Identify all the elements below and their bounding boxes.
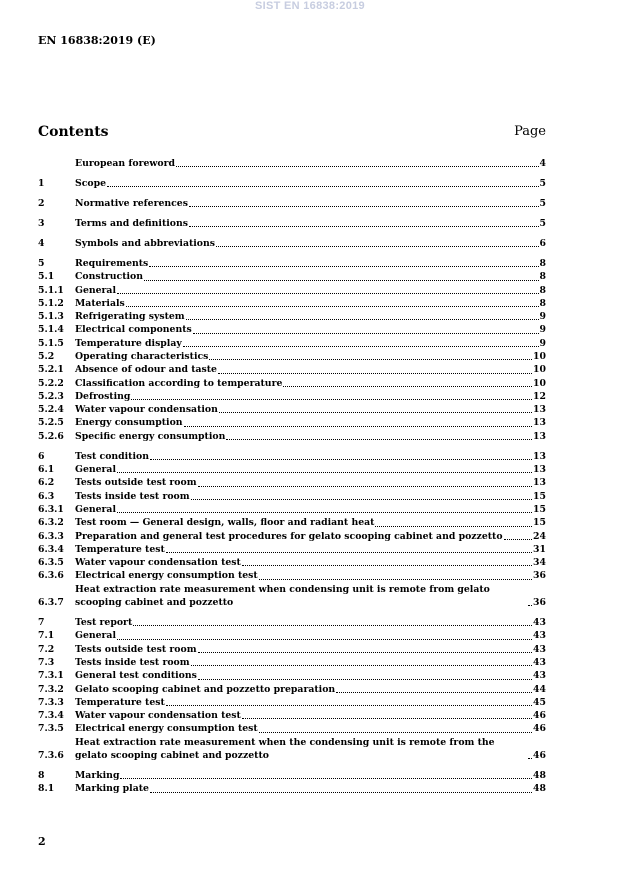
dot-leader xyxy=(117,472,532,473)
toc-entry-number: 7.3.1 xyxy=(38,670,64,682)
toc-entry-page: 48 xyxy=(533,769,546,781)
toc-entry-number: 5.2.5 xyxy=(38,417,64,429)
toc-entry-title: General xyxy=(75,503,116,515)
toc-entry-number: 2 xyxy=(38,197,45,209)
table-of-contents xyxy=(38,157,546,796)
toc-entry-title: Heat extraction rate measurement when condensing unit is remote from gelato scooping cabinet and pozzetto xyxy=(75,583,490,609)
dot-leader xyxy=(218,373,532,374)
toc-entry-title: General xyxy=(75,284,116,296)
dot-leader xyxy=(107,186,539,187)
dot-leader xyxy=(183,346,539,347)
toc-entry-page: 15 xyxy=(533,517,546,529)
toc-entry[interactable] xyxy=(38,177,546,190)
toc-entry-page: 8 xyxy=(539,271,546,283)
toc-entry-number: 5.2.2 xyxy=(38,377,64,389)
toc-entry-page: 44 xyxy=(533,683,546,695)
toc-entry-number: 5.2.6 xyxy=(38,430,64,442)
toc-entry-title: Temperature test xyxy=(75,696,165,708)
toc-entry-page: 13 xyxy=(533,430,546,442)
toc-entry-title: Test room — General design, walls, floor and radiant heat xyxy=(75,517,375,529)
toc-entry-title: Classification according to temperature xyxy=(75,377,283,389)
toc-entry-page: 5 xyxy=(539,217,546,229)
toc-entry-number: 5.2.4 xyxy=(38,404,64,416)
toc-entry-number: 5.2.3 xyxy=(38,390,64,402)
toc-entry-title: Water vapour condensation xyxy=(75,404,218,416)
toc-entry-page: 8 xyxy=(539,284,546,296)
toc-entry[interactable] xyxy=(38,390,546,403)
toc-entry-page: 34 xyxy=(533,557,546,569)
dot-leader xyxy=(528,758,532,759)
toc-entry[interactable] xyxy=(38,569,546,582)
toc-entry[interactable] xyxy=(38,310,546,323)
toc-entry-number: 5.1.2 xyxy=(38,297,64,309)
dot-leader xyxy=(133,625,532,626)
toc-entry-title: Operating characteristics xyxy=(75,351,209,362)
page-number: 2 xyxy=(38,835,46,848)
toc-entry-number: 6.3.2 xyxy=(38,517,64,529)
toc-entry-number: 5.1 xyxy=(38,271,55,283)
toc-entry-title: Preparation and general test procedures for gelato scooping cabinet and pozzetto xyxy=(75,530,503,542)
toc-entry-number: 7.3.6 xyxy=(38,749,64,761)
toc-entry-title: Materials xyxy=(75,297,125,309)
toc-entry-title: Tests outside test room xyxy=(75,643,197,655)
toc-entry-page: 15 xyxy=(533,490,546,502)
toc-entry-title: General xyxy=(75,464,116,476)
toc-entry-title: Refrigerating system xyxy=(75,311,185,323)
toc-entry[interactable] xyxy=(38,722,546,735)
toc-entry[interactable] xyxy=(38,503,546,516)
toc-entry-page: 10 xyxy=(533,364,546,376)
toc-entry[interactable] xyxy=(38,669,546,682)
toc-entry-page: 13 xyxy=(533,450,546,462)
toc-entry-title: Symbols and abbreviations xyxy=(75,237,215,249)
toc-entry[interactable] xyxy=(38,556,546,569)
toc-entry-title: Tests inside test room xyxy=(75,656,190,668)
toc-entry[interactable] xyxy=(38,323,546,336)
toc-entry[interactable] xyxy=(38,450,546,463)
toc-entry-page: 8 xyxy=(539,297,546,309)
toc-entry-page: 46 xyxy=(533,749,546,761)
toc-entry-number: 8.1 xyxy=(38,783,55,795)
toc-entry[interactable] xyxy=(38,696,546,709)
toc-entry-title: Gelato scooping cabinet and pozzetto preparation xyxy=(75,683,336,695)
dot-leader xyxy=(242,718,532,719)
toc-entry[interactable] xyxy=(38,430,546,443)
toc-entry-page: 36 xyxy=(533,570,546,582)
toc-entry[interactable] xyxy=(38,583,546,610)
toc-entry-title: Absence of odour and taste xyxy=(75,364,217,376)
toc-entry-title: Water vapour condensation test xyxy=(75,710,241,722)
toc-entry-page: 24 xyxy=(533,530,546,542)
toc-entry-title: Normative references xyxy=(75,197,188,209)
dot-leader xyxy=(219,412,532,413)
toc-entry[interactable] xyxy=(38,377,546,390)
dot-leader xyxy=(259,732,532,733)
toc-entry-number: 6.3.6 xyxy=(38,570,64,582)
toc-entry[interactable] xyxy=(38,416,546,429)
toc-entry-page: 43 xyxy=(533,617,546,629)
toc-entry-page: 46 xyxy=(533,710,546,722)
toc-entry[interactable] xyxy=(38,683,546,696)
toc-entry[interactable] xyxy=(38,257,546,270)
toc-entry-page: 43 xyxy=(533,630,546,642)
toc-entry-page: 43 xyxy=(533,670,546,682)
dot-leader xyxy=(184,426,533,427)
toc-entry[interactable] xyxy=(38,616,546,629)
toc-entry-number: 6.2 xyxy=(38,477,55,489)
toc-entry-page: 36 xyxy=(533,597,546,609)
toc-entry-page: 5 xyxy=(539,177,546,189)
toc-entry-title: Test condition xyxy=(75,450,149,462)
dot-leader xyxy=(117,639,532,640)
document-id: EN 16838:2019 (E) xyxy=(38,34,156,47)
dot-leader xyxy=(336,692,532,693)
toc-entry[interactable] xyxy=(38,782,546,795)
toc-entry-title: Temperature test xyxy=(75,543,165,555)
dot-leader xyxy=(120,778,532,779)
dot-leader xyxy=(189,226,539,227)
toc-entry[interactable] xyxy=(38,736,546,763)
toc-entry-title: Electrical energy consumption test xyxy=(75,570,258,582)
toc-entry[interactable] xyxy=(38,543,546,556)
toc-entry-page: 15 xyxy=(533,503,546,515)
toc-entry[interactable] xyxy=(38,297,546,310)
toc-entry-number: 6.3.5 xyxy=(38,557,64,569)
toc-entry-page: 13 xyxy=(533,477,546,489)
toc-entry-number: 5.2 xyxy=(38,351,55,362)
toc-entry-page: 31 xyxy=(533,543,546,555)
toc-entry-title: Defrosting xyxy=(75,390,131,402)
toc-entry[interactable] xyxy=(38,490,546,503)
toc-entry[interactable] xyxy=(38,463,546,476)
toc-entry-page: 13 xyxy=(533,464,546,476)
toc-entry[interactable] xyxy=(38,157,546,170)
toc-entry[interactable] xyxy=(38,709,546,722)
toc-entry-number: 7.3.3 xyxy=(38,696,64,708)
page-column-label: Page xyxy=(514,124,546,139)
toc-entry-page: 48 xyxy=(533,783,546,795)
toc-entry-page: 43 xyxy=(533,643,546,655)
toc-entry-number: 5.2.1 xyxy=(38,364,64,376)
dot-leader xyxy=(198,652,532,653)
toc-entry-title: Water vapour condensation test xyxy=(75,557,241,569)
toc-entry-title: Temperature display xyxy=(75,337,182,349)
toc-entry-number: 8 xyxy=(38,769,45,781)
dot-leader xyxy=(242,565,532,566)
dot-leader xyxy=(166,552,532,553)
dot-leader xyxy=(117,293,539,294)
toc-entry-number: 5 xyxy=(38,257,45,269)
dot-leader xyxy=(189,206,539,207)
toc-entry-number: 1 xyxy=(38,177,45,189)
toc-entry-title: Marking xyxy=(75,769,120,781)
toc-entry-title: Tests inside test room xyxy=(75,490,190,502)
dot-leader xyxy=(186,319,539,320)
toc-entry-number: 6 xyxy=(38,450,45,462)
dot-leader xyxy=(150,792,532,793)
toc-entry[interactable] xyxy=(38,217,546,230)
dot-leader xyxy=(198,679,532,680)
toc-entry-title: Electrical energy consumption test xyxy=(75,723,258,735)
toc-entry-title: Requirements xyxy=(75,257,149,269)
dot-leader xyxy=(209,359,532,360)
dot-leader xyxy=(150,459,532,460)
toc-entry-number: 6.3.1 xyxy=(38,503,64,515)
dot-leader xyxy=(176,166,539,167)
toc-entry-number: 5.1.4 xyxy=(38,324,64,336)
toc-entry[interactable] xyxy=(38,337,546,350)
toc-entry-title: Construction xyxy=(75,271,143,283)
toc-entry-page: 8 xyxy=(539,257,546,269)
toc-entry-page: 46 xyxy=(533,723,546,735)
toc-entry[interactable] xyxy=(38,270,546,283)
toc-entry[interactable] xyxy=(38,516,546,529)
dot-leader xyxy=(166,705,532,706)
dot-leader xyxy=(144,280,539,281)
toc-entry-page: 6 xyxy=(539,237,546,249)
toc-entry-page: 10 xyxy=(533,351,546,362)
toc-entry-number: 7.3.2 xyxy=(38,683,64,695)
dot-leader xyxy=(191,499,532,500)
toc-entry-number: 5.1.1 xyxy=(38,284,64,296)
dot-leader xyxy=(193,333,539,334)
toc-entry-page: 13 xyxy=(533,404,546,416)
toc-entry-number: 7 xyxy=(38,617,45,629)
dot-leader xyxy=(504,539,533,540)
toc-entry-number: 3 xyxy=(38,217,45,229)
toc-entry-number: 7.3 xyxy=(38,656,55,668)
dot-leader xyxy=(226,439,532,440)
toc-entry[interactable] xyxy=(38,769,546,782)
toc-entry-number: 7.1 xyxy=(38,630,55,642)
toc-entry-number: 7.3.4 xyxy=(38,710,64,722)
toc-entry-title: Specific energy consumption xyxy=(75,430,226,442)
toc-entry-number: 6.3.3 xyxy=(38,530,64,542)
toc-entry-page: 45 xyxy=(533,696,546,708)
toc-entry-title: European foreword xyxy=(75,158,175,169)
dot-leader xyxy=(528,605,532,606)
toc-entry[interactable] xyxy=(38,363,546,376)
dot-leader xyxy=(198,486,532,487)
dot-leader xyxy=(149,266,538,267)
contents-heading: Contents xyxy=(38,124,109,140)
toc-entry[interactable] xyxy=(38,643,546,656)
toc-entry-title: Terms and definitions xyxy=(75,217,188,229)
toc-entry-page: 9 xyxy=(539,337,546,349)
watermark: SIST EN 16838:2019 xyxy=(255,0,365,12)
toc-entry[interactable] xyxy=(38,629,546,642)
toc-entry-title: General test conditions xyxy=(75,670,197,682)
toc-entry-page: 10 xyxy=(533,377,546,389)
dot-leader xyxy=(216,246,539,247)
dot-leader xyxy=(191,665,532,666)
toc-entry-title: Marking plate xyxy=(75,783,149,795)
toc-entry-number: 7.3.5 xyxy=(38,723,64,735)
toc-entry-page: 9 xyxy=(539,311,546,323)
toc-entry-title: Heat extraction rate measurement when the condensing unit is remote from the gelato scooping cabinet and pozzetto xyxy=(75,736,495,761)
toc-entry[interactable] xyxy=(38,476,546,489)
toc-entry[interactable] xyxy=(38,656,546,669)
toc-entry-page: 5 xyxy=(539,197,546,209)
toc-entry-number: 6.3.4 xyxy=(38,543,64,555)
toc-entry[interactable] xyxy=(38,350,546,363)
dot-leader xyxy=(375,526,532,527)
toc-entry-page: 4 xyxy=(539,158,546,169)
toc-entry-number: 6.3.7 xyxy=(38,597,64,609)
toc-entry-page: 12 xyxy=(533,390,546,402)
toc-entry[interactable] xyxy=(38,237,546,250)
toc-entry-number: 6.1 xyxy=(38,464,55,476)
toc-entry-number: 4 xyxy=(38,237,45,249)
toc-entry-title: Tests outside test room xyxy=(75,477,197,489)
toc-entry-page: 9 xyxy=(539,324,546,336)
dot-leader xyxy=(131,399,532,400)
toc-entry[interactable] xyxy=(38,197,546,210)
toc-entry-title: Electrical components xyxy=(75,324,192,336)
toc-entry-number: 5.1.3 xyxy=(38,311,64,323)
dot-leader xyxy=(259,579,532,580)
toc-entry-number: 7.2 xyxy=(38,643,55,655)
dot-leader xyxy=(117,512,532,513)
toc-entry-title: Energy consumption xyxy=(75,417,183,429)
dot-leader xyxy=(126,306,539,307)
toc-entry-number: 5.1.5 xyxy=(38,337,64,349)
toc-entry-page: 43 xyxy=(533,656,546,668)
toc-entry[interactable] xyxy=(38,403,546,416)
toc-entry[interactable] xyxy=(38,284,546,297)
toc-entry-title: Scope xyxy=(75,177,106,189)
dot-leader xyxy=(283,386,532,387)
toc-entry[interactable] xyxy=(38,530,546,543)
toc-entry-title: Test report xyxy=(75,617,133,629)
toc-entry-number: 6.3 xyxy=(38,490,55,502)
toc-entry-page: 13 xyxy=(533,417,546,429)
toc-entry-title: General xyxy=(75,630,116,642)
